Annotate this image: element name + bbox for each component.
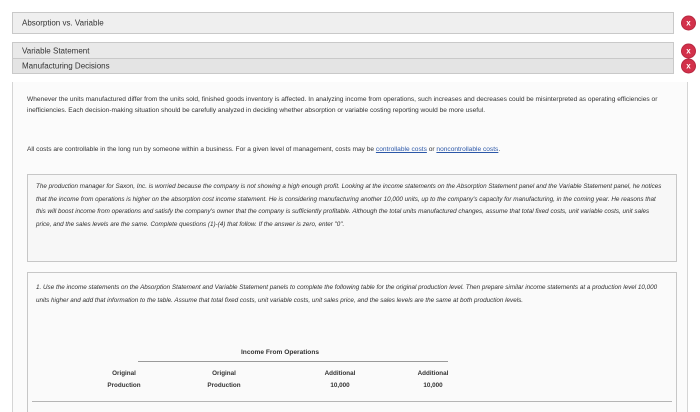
- column-header-line: Additional: [324, 370, 356, 377]
- column-header-line: Original: [212, 370, 236, 377]
- paragraph-text: .: [498, 146, 501, 153]
- column-header-line: 10,000: [330, 382, 350, 389]
- intro-paragraph: Whenever the units manufactured differ from the units sold, finished goods inventory is affected. In analyzing income from operations, such increases and decreases could be misinterpreted as operating efficiencies or inefficiencies. Each decision-making situation should be carefully analyzed in deciding whether absorption or variable costing reporting would be more useful.: [27, 96, 658, 114]
- controllable-costs-paragraph: [27, 144, 675, 155]
- question-1-box: [27, 272, 677, 412]
- column-header-original-production: [84, 368, 164, 392]
- scenario-box: [27, 174, 677, 262]
- close-icon[interactable]: x: [682, 17, 695, 30]
- paragraph-text: All costs are controllable in the long run by someone within a business. For a given level of management, costs may be: [27, 146, 376, 153]
- column-header-line: Original: [112, 370, 136, 377]
- column-header-additional-10000: [300, 368, 380, 392]
- close-icon[interactable]: x: [682, 44, 695, 57]
- noncontrollable-costs-link[interactable]: noncontrollable costs: [436, 146, 499, 153]
- tab-title: Absorption vs. Variable: [22, 18, 104, 28]
- column-header-line: Production: [107, 382, 141, 389]
- column-header-additional-10000: [393, 368, 473, 392]
- table-title-divider: [138, 361, 448, 362]
- table-title: Income From Operations: [240, 349, 320, 356]
- panel-title-manufacturing-decisions: Manufacturing Decisions: [22, 61, 110, 71]
- question-1-text: 1. Use the income statements on the Absorption Statement and Variable Statement panels to complete the following table for the original production level. Then prepare similar income statements at a production level 10,000 units higher and add that information to the table. Assume that total fixed costs, unit variable costs, unit sales price, and the sales levels are the same at both production levels.: [36, 284, 658, 304]
- paragraph-text: or: [426, 146, 437, 153]
- panel-manufacturing-decisions[interactable]: [12, 58, 691, 74]
- tab-absorption-vs-variable[interactable]: [12, 12, 691, 34]
- column-header-line: Additional: [417, 370, 449, 377]
- column-header-line: 10,000: [423, 382, 443, 389]
- panel-variable-statement[interactable]: [12, 42, 691, 58]
- column-header-line: Production: [207, 382, 241, 389]
- panel-title-variable-statement: Variable Statement: [22, 46, 90, 55]
- controllable-costs-link[interactable]: controllable costs: [375, 146, 427, 153]
- column-header-original-production: [184, 368, 264, 392]
- close-icon[interactable]: x: [682, 60, 695, 73]
- scenario-text: The production manager for Saxon, Inc. is worried because the company is not showing a high enough profit. Looking at the income statements on the Absorption Statement panel and the Variable Statement panel, he notices that the income from operations is higher on the absorption cost income statement. He is considering manufacturing another 10,000 units, up to the company's capacity for manufacturing, in the coming year. He reasons that this will boost income from operations and satisfy the company's owner that the company is sufficiently profitable. Although the total units manufactured changes, assume that total fixed costs, unit variable costs, unit sales price, and the sales levels are the same. Complete questions (1)-(4) that follow. If the answer is zero, enter "0".: [36, 183, 662, 228]
- panel-content: [12, 82, 688, 412]
- table-divider: [32, 401, 672, 402]
